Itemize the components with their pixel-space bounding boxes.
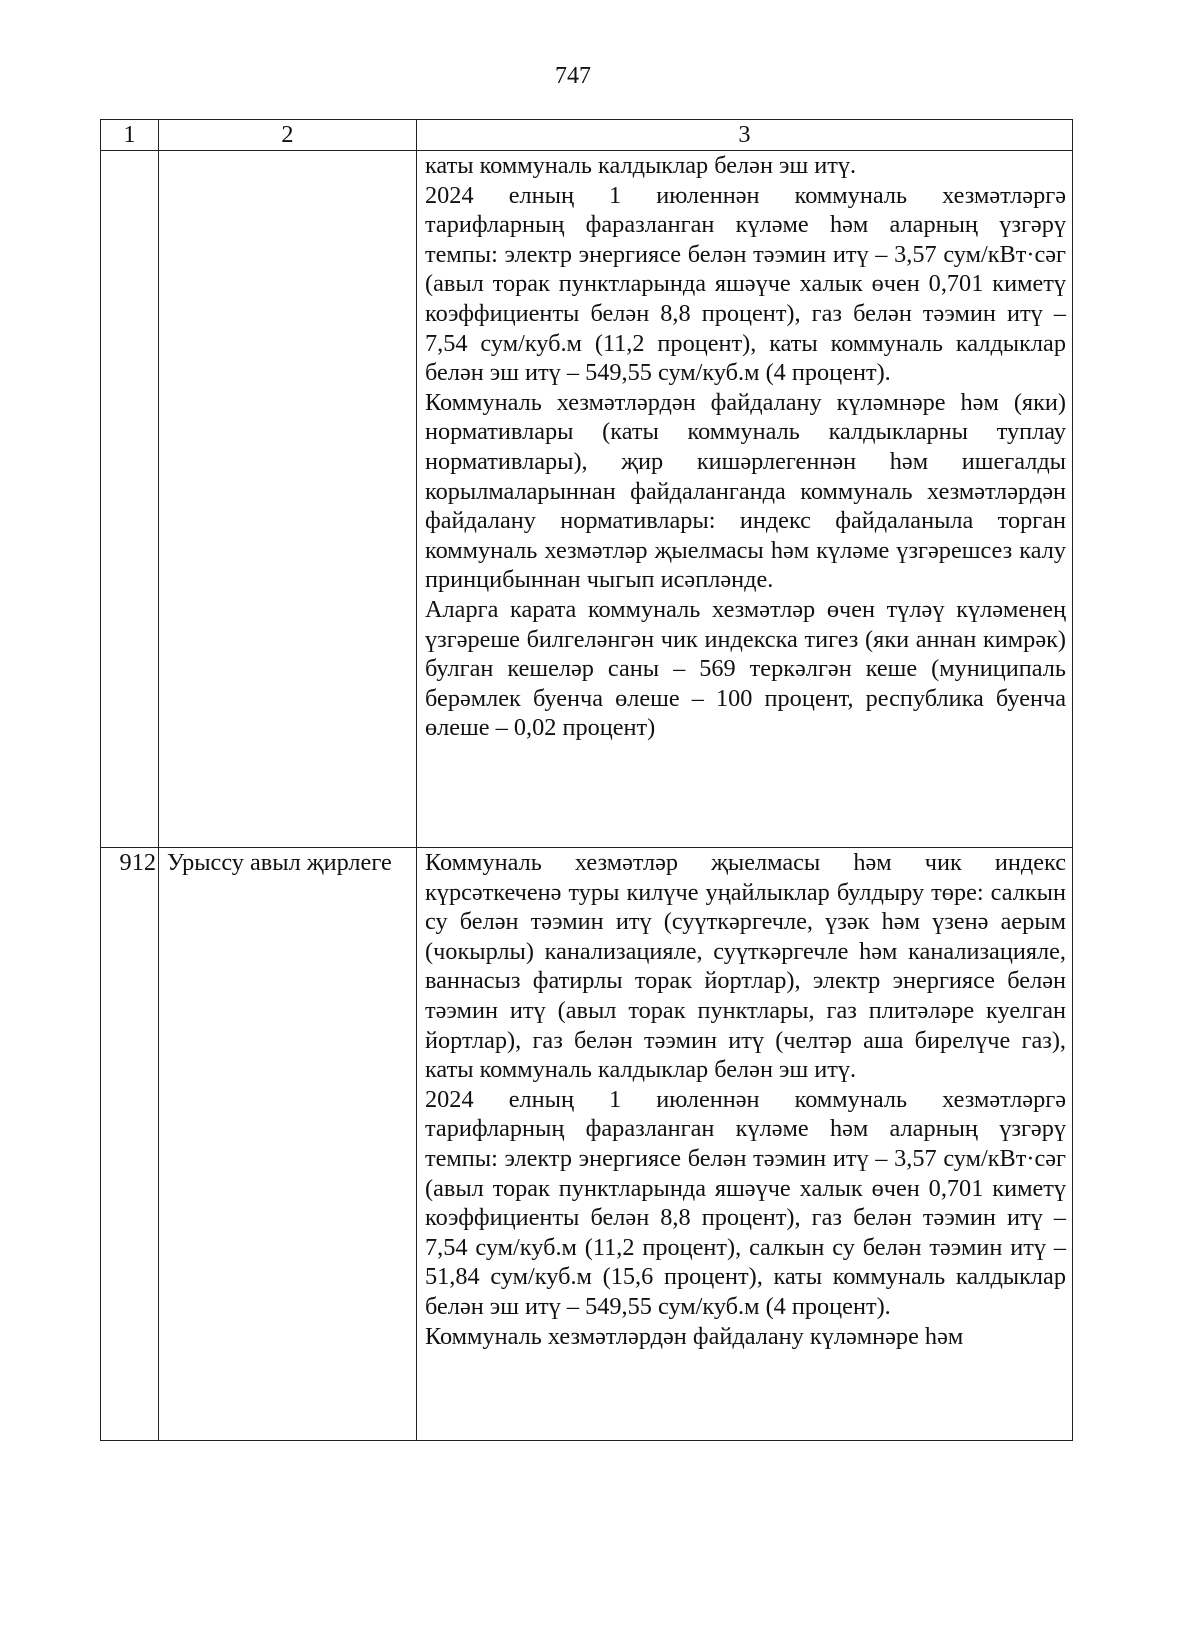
page-number: 747: [555, 63, 591, 89]
table-row: [101, 151, 1073, 848]
column-header-2: 2: [159, 120, 417, 151]
paragraph: Коммуналь хезмәтләрдән файдалану күләмнәре һәм (яки) нормативлары (каты коммуналь калдыкларны туплау нормативлары), җир кишәрлегеннән һәм ишегалды корылмаларыннан файдаланганда коммуналь хезмәтләрдән файдалану нормативлары: индекс файдаланыла торган коммуналь хезмәтләр җыелмасы һәм күләме үзгәрешсез калу принцибыннан чыгып исәпләнде.: [425, 388, 1066, 594]
row-number-cell: 912: [101, 848, 159, 1441]
paragraph: Аларга карата коммуналь хезмәтләр өчен түләү күләменең үзгәреше билгеләнгән чик индекска тигез (яки аннан кимрәк) булган кешеләр саны – 569 теркәлгән кеше (муниципаль берәмлек буенча өлеше – 100 процент, республика буенча өлеше – 0,02 процент): [425, 595, 1066, 742]
settlement-name-cell: [159, 151, 417, 848]
column-header-1: 1: [101, 120, 159, 151]
paragraph: Коммуналь хезмәтләрдән файдалану күләмнәре һәм: [425, 1322, 964, 1350]
paragraph: каты коммуналь калдыклар белән эш итү.: [425, 152, 857, 179]
description-cell: [417, 848, 1073, 1441]
paragraph: 2024 елның 1 июленнән коммуналь хезмәтләргә тарифларның фаразланган күләме һәм аларның үзгәрү темпы: электр энергиясе белән тәэмин итү – 3,57 сум/кВт·сәг (авыл торак пунктларында яшәүче халык өчен 0,701 киметү коэффициенты белән 8,8 процент), газ белән тәэмин итү – 7,54 сум/куб.м (11,2 процент), салкын су белән тәэмин итү – 51,84 сум/куб.м (15,6 процент), каты коммуналь калдыклар белән эш итү – 549,55 сум/куб.м (4 процент).: [425, 1085, 1066, 1320]
paragraph: 2024 елның 1 июленнән коммуналь хезмәтләргә тарифларның фаразланган күләме һәм аларның үзгәрү темпы: электр энергиясе белән тәэмин итү – 3,57 сум/кВт·сәг (авыл торак пунктларында яшәүче халык өчен 0,701 киметү коэффициенты белән 8,8 процент), газ белән тәэмин итү – 7,54 сум/куб.м (11,2 процент), каты коммуналь калдыклар белән эш итү – 549,55 сум/куб.м (4 процент).: [425, 181, 1066, 387]
data-table: [100, 119, 1073, 1441]
table-row: [101, 848, 1073, 1441]
paragraph: Коммуналь хезмәтләр җыелмасы һәм чик индекс күрсәткеченә туры килүче уңайлыклар булдыру төре: салкын су белән тәэмин итү (суүткәргечле, үзәк һәм үзенә аерым (чокырлы) канализацияле, суүткәргечле һәм канализацияле, ваннасыз фатирлы торак йортлар), электр энергиясе белән тәэмин итү (авыл торак пунктлары, газ плитәләре куелган йортлар), газ белән тәэмин итү (челтәр аша бирелүче газ), каты коммуналь калдыклар белән эш итү.: [425, 849, 1066, 1084]
description-cell: [417, 151, 1073, 848]
table-header-row: [101, 120, 1073, 151]
column-header-3: 3: [417, 120, 1073, 151]
settlement-name-cell: Урыссу авыл җирлеге: [159, 848, 417, 1441]
row-number-cell: [101, 151, 159, 848]
